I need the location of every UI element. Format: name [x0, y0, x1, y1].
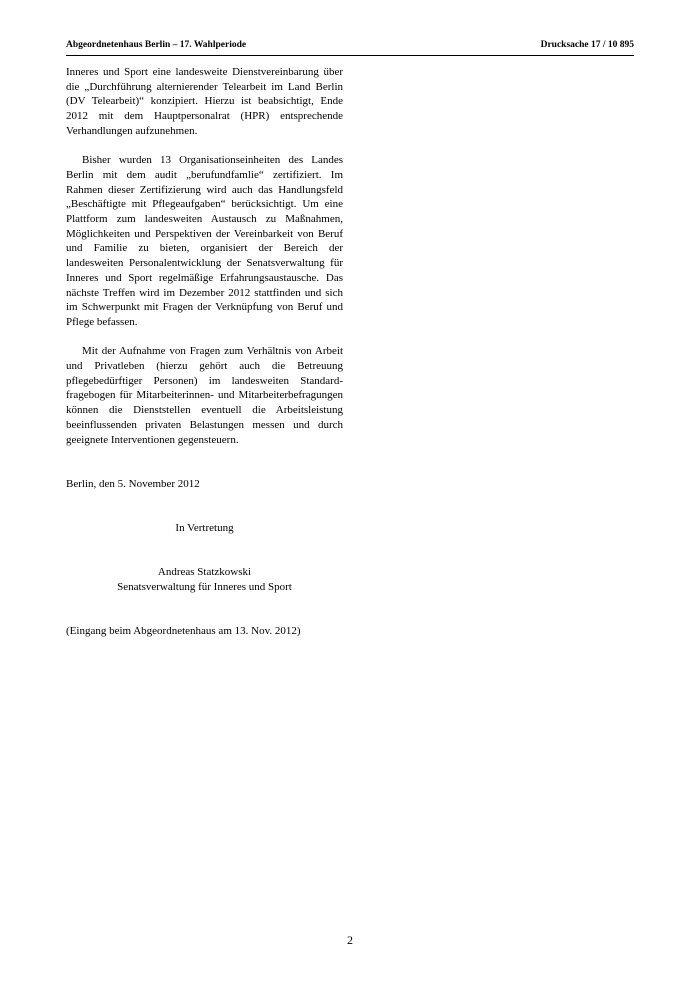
paragraph-certification: Bisher wurden 13 Organisationseinheiten des Landes Berlin mit dem audit „berufundfamlie“ zertifiziert. Im Rahmen dieser Zertifizierung wird auch das Handlungsfeld „Beschäftigte mit Pflegeaufgaben“ berücksichtigt. Um eine Plattform zum landesweiten Austausch zu Maßnahmen, Möglichkeiten und Perspektiven der Vereinbarkeit von Beruf und Familie zu bieten, organisiert der Bereich der landesweiten Personalentwicklung der Senatsverwaltung für Inneres und Sport regelmäßige Erfahrungsaustausche. Das nächste Treffen wird im Dezember 2012 stattfinden und sich im Schwerpunkt mit Fragen der Verknüpfung von Beruf und Pflege befassen.: [66, 154, 343, 328]
header-parliament-title: Abgeordnetenhaus Berlin – 17. Wahlperiode: [66, 40, 247, 50]
paragraph-spacer: [66, 535, 343, 564]
paragraph-spacer: [66, 491, 343, 520]
paragraph-survey: Mit der Aufnahme von Fragen zum Verhältnis von Arbeit und Privatleben (hierzu gehört auch die Betreuung pflegebedürftiger Personen) im landesweiten Standardfragebogen für Mitarbeiterinnen- und Mitarbeiterbefragungen können die Dienststellen eventuell die Arbeitsleistung beeinflussenden privaten Belastungen messen und durch geeignete Interventionen gegensteuern.: [66, 345, 343, 446]
paragraph-spacer: [66, 330, 343, 345]
receipt-note: (Eingang beim Abgeordnetenhaus am 13. Nov. 2012): [66, 624, 301, 637]
signatory-department: Senatsverwaltung für Inneres und Sport: [117, 580, 292, 593]
text-column: [66, 65, 343, 638]
signatory-name: Andreas Statzkowski: [157, 565, 252, 578]
paragraph-telework: Inneres und Sport eine landesweite Dienstvereinbarung über die „Durchführung alternierender Telearbeit im Land Berlin (DV Telearbeit)“ konzipiert. Hierzu ist beabsichtigt, Ende 2012 mit dem Hauptpersonalrat (HPR) entsprechende Verhandlungen aufzunehmen.: [66, 66, 343, 137]
paragraph-spacer: [66, 594, 343, 623]
page-header: [66, 40, 634, 54]
representation-note: In Vertretung: [175, 521, 234, 534]
paragraph-spacer: [66, 447, 343, 476]
header-divider: [66, 55, 634, 56]
place-date: Berlin, den 5. November 2012: [66, 477, 200, 490]
paragraph-spacer: [66, 139, 343, 154]
page-number: 2: [347, 933, 353, 947]
signature-block: [66, 565, 343, 594]
header-document-number: Drucksache 17 / 10 895: [540, 40, 634, 50]
